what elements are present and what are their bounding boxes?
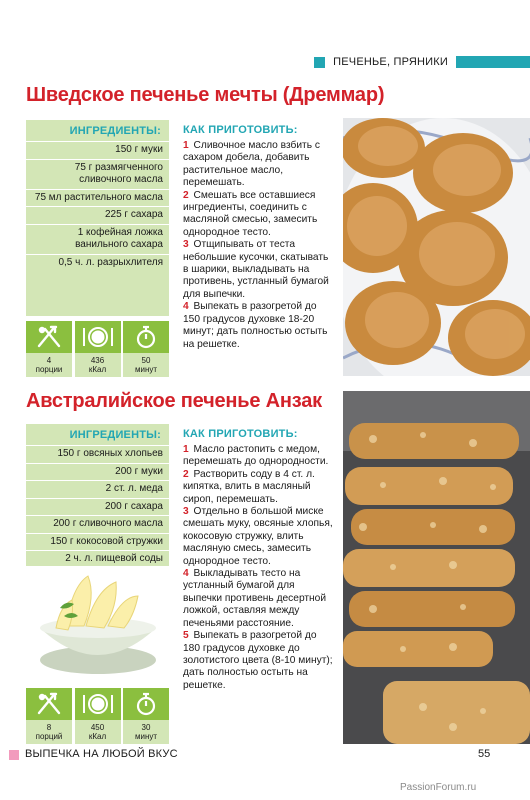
ingredient-item: 2 ч. л. пищевой соды xyxy=(26,550,169,568)
timer-icon xyxy=(123,321,169,353)
recipe-2-method-label: КАК ПРИГОТОВИТЬ: xyxy=(183,428,298,440)
calories-value: 436 xyxy=(90,356,105,365)
recipe-2-title: Австралийское печенье Анзак xyxy=(26,390,322,412)
recipe-2-ingredients-list xyxy=(26,445,169,568)
recipe-1-stats xyxy=(26,321,169,377)
ingredient-item: 200 г сливочного масла xyxy=(26,515,169,533)
plate-icon xyxy=(75,321,121,353)
time-value: 50 xyxy=(141,356,151,365)
anzac-cookies-photo xyxy=(343,391,530,744)
recipe-1-title: Шведское печенье мечты (Дреммар) xyxy=(26,84,385,106)
section-header xyxy=(314,54,530,70)
ingredient-item: 2 ст. л. меда xyxy=(26,480,169,498)
ingredient-item: 0,5 ч. л. разрыхлителя xyxy=(26,254,169,272)
ingredient-item: 225 г сахара xyxy=(26,206,169,224)
plate-icon xyxy=(75,688,121,720)
calories-unit: кКал xyxy=(88,365,107,374)
ingredient-item: 1 кофейная ложка ванильного сахара xyxy=(26,224,169,254)
fork-knife-icon xyxy=(26,688,72,720)
recipe-2-stats xyxy=(26,688,169,744)
section-title: ПЕЧЕНЬЕ, ПРЯНИКИ xyxy=(333,56,448,68)
section-bar xyxy=(456,56,530,68)
time-unit: минут xyxy=(134,365,158,374)
recipe-1-ingredients-panel xyxy=(26,120,169,316)
watermark: PassionForum.ru xyxy=(400,782,477,793)
section-marker xyxy=(314,57,325,68)
recipe-1-method-label: КАК ПРИГОТОВИТЬ: xyxy=(183,124,298,136)
footer-title: ВЫПЕЧКА НА ЛЮБОЙ ВКУС xyxy=(25,748,178,760)
recipe-1-ingredients-label: ИНГРЕДИЕНТЫ: xyxy=(69,125,161,137)
time-unit: минут xyxy=(134,732,158,741)
calories-stat xyxy=(75,321,121,377)
recipe-2-ingredients-label: ИНГРЕДИЕНТЫ: xyxy=(69,429,161,441)
method-step: 5 Выпекать в разогретой до 180 градусов духовке до золотистого цвета (8-10 минут); дать полностью остыть на решетке. xyxy=(183,630,333,691)
ingredient-item: 150 г овсяных хлопьев xyxy=(26,445,169,463)
page-footer xyxy=(0,747,530,765)
ingredient-item: 75 г размягченного сливочного масла xyxy=(26,159,169,189)
servings-unit: порций xyxy=(35,732,63,741)
servings-unit: порции xyxy=(35,365,63,374)
recipe-1-method xyxy=(183,124,335,351)
calories-stat xyxy=(75,688,121,744)
ingredient-item: 150 г кокосовой стружки xyxy=(26,533,169,551)
method-step: 1 Масло растопить с медом, перемешать до однородности. xyxy=(183,444,329,468)
method-step: 4 Выкладывать тесто на устланный бумагой для выпечки противень десертной ложкой, оставляя между печеньями расстояние. xyxy=(183,568,327,629)
method-step: 2 Смешать все оставшиеся ингредиенты, соединить с масляной смесью, замесить однородное тесто. xyxy=(183,189,318,238)
servings-value: 4 xyxy=(46,356,52,365)
calories-value: 450 xyxy=(90,723,105,732)
time-stat xyxy=(123,688,169,744)
recipe-1-ingredients-list xyxy=(26,141,169,271)
fork-knife-icon xyxy=(26,321,72,353)
servings-stat xyxy=(26,321,72,377)
swedish-cookies-photo xyxy=(343,118,530,376)
calories-unit: кКал xyxy=(88,732,107,741)
ingredient-item: 150 г муки xyxy=(26,141,169,159)
footer-marker xyxy=(9,750,19,760)
method-step: 3 Отщипывать от теста небольшие кусочки, скатывать в шарики, выкладывать на противень, устланный бумагой для выпечки. xyxy=(183,239,329,300)
method-step: 4 Выпекать в разогретой до 150 градусов духовке 18-20 минут; дать полностью остыть на решетке. xyxy=(183,301,328,350)
recipe-2-method xyxy=(183,428,335,692)
method-step: 1 Сливочное масло взбить с сахаром добела, добавить растительное масло, перемешать. xyxy=(183,140,320,189)
ingredient-item: 75 мл растительного масла xyxy=(26,189,169,207)
ingredient-item: 200 г муки xyxy=(26,463,169,481)
timer-icon xyxy=(123,688,169,720)
method-step: 3 Отдельно в большой миске смешать муку, овсяные хлопья, кокосовую стружку, влить масляную смесь, замесить однородное тесто. xyxy=(183,506,333,567)
page-number: 55 xyxy=(478,748,491,760)
servings-stat xyxy=(26,688,72,744)
ingredient-item: 200 г сахара xyxy=(26,498,169,516)
butter-bowl-photo xyxy=(26,566,169,682)
time-stat xyxy=(123,321,169,377)
recipe-2-ingredients-panel xyxy=(26,424,169,566)
method-step: 2 Растворить соду в 4 ст. л. кипятка, влить в масляный сироп, перемешать. xyxy=(183,468,315,505)
time-value: 30 xyxy=(141,723,151,732)
servings-value: 8 xyxy=(46,723,52,732)
